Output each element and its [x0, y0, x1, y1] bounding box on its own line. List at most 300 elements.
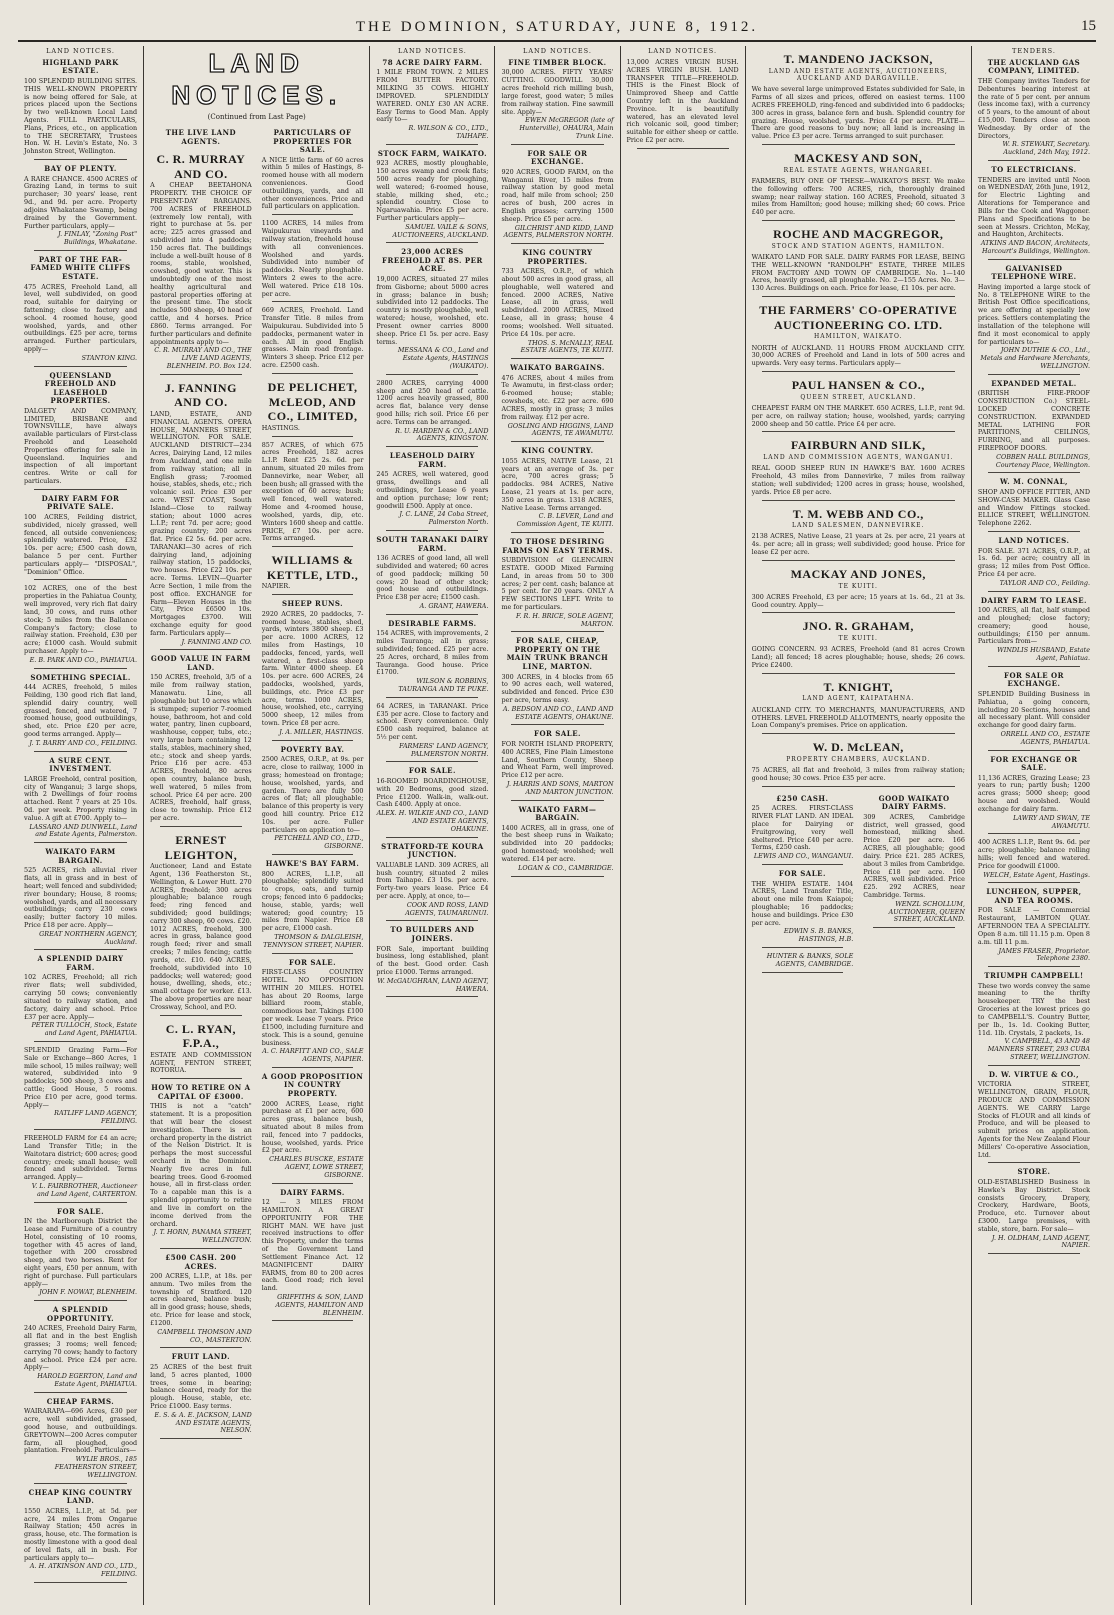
classified-ad: [978, 166, 1090, 260]
subcolumn-right: [863, 792, 965, 978]
ad-signature: EDWIN S. B. BANKS, HASTINGS, H.B.: [783, 927, 854, 944]
classified-ad: [24, 848, 137, 950]
ad-signature: J. H. OLDHAM, LAND AGENT, NAPIER.: [991, 1233, 1090, 1250]
ad-body: 300 ACRES Freehold, £3 per acre; 15 years at 1s. 6d., 21 at 3s. Good country. Apply—: [751, 592, 965, 609]
classified-ad: [752, 870, 854, 948]
ad-title: POVERTY BAY.: [280, 744, 345, 754]
ad-title: £250 CASH.: [776, 793, 829, 803]
divider-rule: [34, 1202, 127, 1203]
ad-title: PARTICULARS OF PROPERTIES FOR SALE.: [273, 127, 352, 155]
ad-signature: LEWIS AND CO., WANGANUI.: [753, 852, 854, 861]
ad-body: SPLENDID Grazing Farm—For Sale or Exchange—860 Acres, 1 mile school, 15 miles railway; well watered, subdivided into 9 paddocks; 500 sheep, 3 cows and cattle; Good House, 5 rooms. Price £10 per acre, good terms. Apply—: [24, 1045, 138, 1109]
column-7-tenders: [971, 46, 1096, 1605]
ad-body: DALGETY AND COMPANY, LIMITED, BRISBANE and TOWNSVILLE, have always available particulars of First-class Freehold and Leasehold Properties offering for sale in Queensland. Inquiries and inspection of all important centres. Write or call for particulars.: [24, 406, 138, 486]
divider-rule: [272, 1067, 354, 1068]
classified-ad: [978, 597, 1090, 667]
ad-body: SHOP AND OFFICE FITTER, AND SHOW-CASE MAKER. Glass Case and Window Fittings stocked. ELLICE STREET, WELLINGTON. Telephone 2262.: [977, 487, 1090, 528]
ad-signature: R. WILSON & CO., LTD., TAIHAPE.: [408, 124, 489, 140]
ad-title: THE LIVE LAND AGENTS.: [165, 127, 237, 146]
ad-signature: WILSON & ROBBINS, TAURANGA AND TE PUKE.: [398, 677, 489, 693]
ad-body: FOR NORTH ISLAND PROPERTY, 400 ACRES, Fine Plain Limestone Land, Southern County, Sheep and Wheat Farm, well improved. Price £12 per acre.: [501, 739, 614, 780]
banner-subtitle: (Continued from Last Page): [207, 113, 306, 122]
classified-ad: [24, 585, 137, 668]
ad-signature: HUNTER & BANKS, SOLE AGENTS, CAMBRIDGE.: [766, 952, 854, 968]
ad-body: 2920 ACRES, 20 paddocks, 7-roomed house, stables, shed, yards, winters 3800 sheep. £3 per acre. 1000 ACRES, 12 miles from Hastings, 10 paddocks, fenced, yards, well watered, a first-class sheep farm. Winter 4000 sheep. £4 10s. per acre. 600 ACRES, 24 paddocks, woolshed, yards, buildings, etc. Price £3 per acre, terms. 1000 ACRES, house, woolshed, etc., carrying 5000 sheep, 12 miles from town. Price £8 per acre.: [261, 609, 364, 728]
ad-body: 2138 ACRES, Native Lease, 21 years at 2s. per acre, 21 years at 4s. per acre; all in grass; well subdivided; good house. Price for lease £2 per acre.: [751, 532, 965, 557]
ad-signature: RATLIFF LAND AGENCY, FEILDING.: [54, 1109, 138, 1126]
ad-body: 13,000 ACRES VIRGIN BUSH. ACRES VIRGIN BUSH. LAND TRANSFER TITLE—FREEHOLD. THIS is the Finest Block of Unimproved Sheep and Cattle Country left in the Auckland Province. It is beautifully watered, has an elevated level rich volcanic soil, good timber; suitable for either sheep or cattle. Price £2 per acre.: [626, 57, 739, 145]
classified-ad: [978, 265, 1090, 375]
ad-signature: J. C. LANE, 24 Coba Street, Palmerston North.: [399, 510, 489, 527]
classified-ad: [752, 567, 965, 614]
divider-rule: [34, 1300, 127, 1301]
section-heading: LAND NOTICES.: [46, 47, 115, 55]
ad-title: 78 ACRE DAIRY FARM.: [382, 57, 483, 67]
ad-title: TRIUMPH CAMPBELL!: [984, 971, 1084, 981]
ad-body: 154 ACRES, with improvements, 2 miles Tauranga; all in grass; subdivided; fenced. £25 per acre. 25 Acres, orchard, 8 miles from Tauranga. Good house. Price £1700.: [376, 629, 489, 677]
classified-ad: [24, 1047, 137, 1130]
ad-body: A RARE CHANCE. 4500 ACRES of Grazing Land, in terms to suit purchaser; 30 years' lease, rent 9d., and 9d. per acre. Property adjoins Whakatane Swamp, being drained by the Government. Further particulars, apply—: [24, 174, 138, 230]
agency-address: LAND AND COMMISSION AGENTS, WANGANUI.: [763, 453, 954, 461]
classified-ad: [501, 150, 613, 244]
column-2-land-notices-banner: [143, 46, 369, 1605]
land-notices-banner: LAND NOTICES.: [171, 48, 343, 110]
classified-ad: [752, 227, 965, 297]
classified-ad: [752, 438, 965, 500]
divider-rule: [160, 1015, 242, 1016]
ad-title: KING COUNTRY.: [521, 446, 594, 456]
agency-address: TE KUITI.: [838, 635, 878, 643]
ad-title: SOMETHING SPECIAL.: [30, 672, 131, 682]
ad-body: 2800 ACRES, carrying 4000 sheep and 250 head of cattle. 1200 acres heavily grassed, 800 acres flat, balance very dense good hills; rich soil. Price £6 per acre. Terms can be arranged.: [376, 378, 489, 426]
ad-signature: CHARLES BUSCKE, ESTATE AGENT, LOWE STREET, GISBORNE.: [269, 1155, 364, 1179]
classified-ad: [262, 307, 364, 374]
ad-body: 2000 ACRES, Lease, right purchase at £1 per acre, 600 acres grass, balance bush, situated about 8 miles from rail, fenced into 7 paddocks, house, woolshed, yards. Price £2 per acre.: [261, 1099, 364, 1155]
ad-title: FOR SALE, CHEAP, PROPERTY ON THE MAIN TRUNK BRANCH LINE, MARTON.: [506, 636, 609, 671]
classified-ad: [752, 740, 965, 787]
ad-title: TO ELECTRICIANS.: [991, 165, 1077, 175]
ad-body: 857 ACRES, of which 675 acres Freehold, 182 acres L.I.P. Rent £25 2s. 6d. per annum, situated 20 miles from Dannevirke, near Weber, all been bush; all grassed with the exception of 60 acres; bush; well fenced, well watered. Home and 4-roomed house, woolshed, yards, dip, etc. Winters 1600 sheep and cattle. PRICE, £7 10s. per acre. Terms arranged.: [261, 440, 364, 543]
classified-ad: [150, 655, 252, 827]
agency-address: TE KUITI.: [838, 582, 878, 590]
divider-rule: [762, 972, 844, 973]
ad-title: CHEAP FARMS.: [46, 1396, 115, 1406]
classified-ad: [752, 52, 965, 145]
classified-ad: [752, 303, 965, 372]
ad-title: FOR SALE.: [533, 729, 581, 739]
agency-name: PAUL HANSEN & CO.,: [791, 377, 925, 392]
ad-title: FOR SALE.: [778, 868, 826, 878]
ad-signature: GOSLING AND HIGGINS, LAND AGENTS, TE AWAMUTU.: [507, 421, 614, 438]
ad-body: TENDERS are invited until Noon on WEDNESDAY, 26th June, 1912, for Electric Lighting and Alterations for Temperance and Bills for the Cook and Waggoner. Plans and Specifications to be seen at Messrs. Crichton, McKay, and Haughton, Architects.: [977, 175, 1090, 239]
divider-rule: [511, 441, 603, 442]
divider-rule: [988, 666, 1080, 667]
divider-rule: [762, 220, 955, 221]
agency-name: T. MANDENO JACKSON,: [783, 52, 933, 66]
classified-ad: [24, 1398, 137, 1484]
ad-signature: V. L. FAIRBROTHER, Auctioneer and Land Agent, CARTERTON.: [31, 1181, 138, 1198]
classified-ad: [262, 1073, 364, 1184]
divider-rule: [160, 649, 242, 650]
divider-rule: [272, 953, 354, 954]
ad-title: DESIRABLE FARMS.: [388, 618, 477, 628]
ad-signature: R. U. HARDEN & CO., LAND AGENTS, KINGSTON.: [395, 426, 489, 443]
divider-rule: [160, 1248, 242, 1249]
ad-signature: STANTON KING.: [81, 353, 138, 362]
ad-body: 1400 ACRES, all in grass, one of the best sheep runs in Waikato; subdivided into 20 paddocks; good homestead; woolshed; well watered. £14 per acre.: [501, 823, 614, 863]
ad-title: W. M. CONNAL,: [999, 477, 1068, 487]
classified-ad: [150, 1254, 252, 1348]
ad-title: DAIRY FARM FOR PRIVATE SALE.: [41, 493, 120, 512]
ad-signature: FARMERS' LAND AGENCY, PALMERSTON NORTH.: [399, 741, 489, 758]
ad-body: THE Company invites Tenders for Debentures bearing interest at the rate of 5 per cent. per annum (less income tax), with a currency of 5 years, to the amount of about £15,000. Tenders close at noon Wednesday. By order of the Directors,: [977, 76, 1090, 140]
ad-signature: THOS. S. McNALLY, REAL ESTATE AGENTS, TE KUITI.: [520, 338, 614, 355]
divider-rule: [762, 144, 955, 145]
ad-title: STOCK FARM, WAIKATO.: [377, 148, 488, 158]
ad-signature: EWEN McGREGOR (late of Hunterville), OHAURA, Main Trunk Line.: [519, 116, 614, 140]
classified-ad: [752, 507, 965, 561]
ad-title: SHEEP RUNS.: [282, 599, 344, 609]
ad-title: LAND NOTICES.: [998, 536, 1070, 546]
classified-ad: [376, 248, 488, 374]
ad-signature: ALEX. H. WILKIE AND CO., LAND AND ESTATE AGENTS, OHAKUNE.: [376, 809, 489, 833]
classified-ad: [24, 955, 137, 1042]
classified-ad: [978, 672, 1090, 751]
ad-signature: WELCH, Estate Agent, Hastings.: [983, 870, 1090, 879]
ad-signature: HAROLD EGERTON, Land and Estate Agent, PAHIATUA.: [37, 1372, 138, 1388]
ad-signature: A. BEDSON AND CO., LAND AND ESTATE AGENTS, OHAKUNE.: [502, 704, 614, 721]
ad-body: A NICE little farm of 60 acres within 5 miles of Hastings, 8-roomed house with all modern conveniences. Good outbuildings, yards, and all other conveniences. Price and full particulars on application.: [261, 155, 364, 211]
divider-rule: [160, 826, 242, 827]
divider-rule: [34, 1392, 127, 1393]
column-5: [620, 46, 745, 1605]
divider-rule: [34, 751, 127, 752]
divider-rule: [988, 966, 1080, 967]
divider-rule: [272, 854, 354, 855]
ad-signature: J. T. BARRY AND CO., FEILDING.: [29, 738, 138, 747]
divider-rule: [34, 579, 127, 580]
divider-rule: [34, 366, 127, 367]
divider-rule: [762, 560, 955, 561]
agency-name: C. R. MURRAY AND CO.: [156, 152, 246, 181]
ad-title: FOR SALE OR EXCHANGE.: [1003, 670, 1064, 689]
ad-body: NAPIER.: [261, 582, 291, 591]
ad-signature: A. C. HARFITT AND CO., SALE AGENTS, NAPIER.: [262, 1047, 364, 1064]
divider-rule: [988, 1065, 1080, 1066]
divider-rule: [272, 594, 354, 595]
divider-rule: [762, 296, 955, 297]
divider-rule: [762, 673, 955, 674]
divider-rule: [160, 1347, 242, 1348]
classified-ad: [24, 495, 137, 581]
divider-rule: [511, 876, 603, 877]
agency-name: J. FANNING AND CO.: [164, 380, 237, 410]
divider-rule: [762, 864, 844, 865]
ad-signature: WENZL SCHOLLUM, AUCTIONEER, QUEEN STREET, AUCKLAND.: [888, 899, 965, 924]
divider-rule: [762, 431, 955, 432]
divider-rule: [272, 373, 354, 374]
divider-rule: [988, 531, 1080, 532]
agency-name: DE PELICHET, McLEOD, AND CO., LIMITED,: [267, 379, 358, 424]
ad-title: A SURE CENT. INVESTMENT.: [49, 755, 112, 774]
agency-address: LAND SALESMEN, DANNEVIRKE.: [792, 522, 925, 530]
classified-ad: [262, 380, 364, 437]
ad-body: 1550 ACRES, L.I.P., at 5d. per acre, 24 miles from Ongarue Railway Station; 450 acres in grass, house, etc. The formation is mostly limestone with a good deal of level flats, all in bush. For particulars apply to—: [24, 1506, 138, 1562]
ad-title: WAIKATO FARM—BARGAIN.: [518, 804, 597, 823]
two-column-subgrid: [752, 792, 965, 978]
classified-ad: [24, 1135, 137, 1203]
ad-signature: W. R. STEWART, Secretary. Auckland, 24th May, 1912.: [1002, 140, 1090, 157]
ad-body: LAND, ESTATE, AND FINANCIAL AGENTS. OPERA HOUSE, MANNERS STREET, WELLINGTON. FOR SALE. AUCKLAND DISTRICT—234 Acres, Dairying Land, 12 miles from Auckland, and one mile from railway station; all in English grass; 7-roomed house, stables, sheds, etc.; rich volcanic soil. Price £30 per acre. WEST COAST, South Island—Close to railway station; about 1000 acres L.I.P.; rent 7d. per acre; good grazing country; 200 acres flat. Price £2 5s. 6d. per acre. TARANAKI—30 acres of rich dairying land, adjoining railway station, 15 paddocks, two houses. Price £22 10s. per acre. Terms. LEVIN—Quarter Acre Section, 1 mile from the post office. EXCHANGE for Farm—Eleven Houses in the City, Price £6500 10s. Mortgages £3700. Will exchange equity for good farm. Particulars apply—: [150, 410, 252, 637]
classified-ad: [376, 926, 488, 997]
ad-title: FRUIT LAND.: [171, 1352, 231, 1362]
divider-rule: [511, 724, 603, 725]
ad-title: GALVANISED TELEPHONE WIRE.: [991, 263, 1077, 282]
column-3: [369, 46, 494, 1605]
divider-rule: [34, 842, 127, 843]
classified-ad: [627, 59, 739, 149]
ad-signature: C. B. LEVER, Land and Commission Agent, TE KUITI.: [516, 512, 614, 529]
classified-ad: [150, 381, 252, 651]
divider-rule: [272, 1183, 354, 1184]
classified-ad: [376, 150, 488, 244]
ad-body: HASTINGS.: [261, 423, 300, 432]
ad-title: A GOOD PROPOSITION IN COUNTRY PROPERTY.: [261, 1071, 364, 1098]
ad-body: 100 ACRES, Feilding district, subdivided, nicely grassed, well fenced, all outside conveniences; splendidly watered. Price, £32 10s. per acre; £500 cash down, balance 5 per cent. Further particulars apply— "DISPOSAL", "Dominion" Office.: [24, 512, 138, 576]
agency-name: T. KNIGHT,: [823, 679, 894, 694]
ad-title: THE AUCKLAND GAS COMPANY, LIMITED.: [987, 57, 1081, 76]
ad-title: TO BUILDERS AND JOINERS.: [390, 925, 475, 943]
divider-rule: [637, 148, 729, 149]
divider-rule: [34, 489, 127, 490]
ad-body: These two words convey the same meaning to the thrifty housekeeper. TRY the best Groceries at the lowest prices go to CAMPBELL'S. Country Butter, per lb., 1s. 1d. Cooking Butter, 11d. 1lb. Crystals, 2 packets, 1s.: [977, 981, 1090, 1037]
ad-body: 102 ACRES, one of the best properties in the Pahiatua County, well improved, very rich flat dairy land, 30 cows, and runs other stock; 5 miles from the Ballance Company's factory; close to railway station. Freehold, £30 per acre; £1000 cash. Would submit purchaser. Apply to—: [24, 584, 138, 655]
divider-rule: [386, 920, 478, 921]
ad-body: Having imported a large stock of No. 8 TELEPHONE WIRE to the British Post Office specifications, we are offering at specially low prices. Settlers contemplating the installation of the telephone will find it most economical to apply for particulars to—: [977, 282, 1090, 346]
ad-title: WAIKATO BARGAINS.: [510, 363, 605, 373]
subcolumn-left: [752, 792, 854, 978]
ad-signature: THOMSON & DALGLEISH, TENNYSON STREET, NAPIER.: [263, 933, 364, 949]
ad-title: D. W. VIRTUE & CO.,: [988, 1069, 1080, 1079]
ad-signature: C. R. MURRAY AND CO., THE LIVE LAND AGENTS, BLENHEIM. P.O. Box 124.: [154, 346, 252, 370]
ad-body: 16-ROOMED BOARDINGHOUSE, with 20 Bedrooms, good sized. Price £1200. Walk-in, walk-out. Cash £400. Apply at once.: [376, 777, 489, 809]
ad-signature: COOK AND ROSS, LAND AGENTS, TAUMARUNUI.: [405, 900, 489, 917]
ad-body: 309 ACRES, Cambridge district, well grassed, good homestead, milking shed. Price £20 per acre. 166 ACRES, all ploughable; good dairy. Price £21. 285 ACRES, about 3 miles from Cambridge. Price £18 per acre. 160 ACRES, well subdivided. Price £25. 292 ACRES, near Cambridge. Terms.: [863, 812, 965, 899]
divider-rule: [988, 1162, 1080, 1163]
ad-body: 733 ACRES, O.R.P., of which about 500 acres in good grass, all ploughable, well watered and fenced. 2000 ACRES, Native Lease, all in grass, well subdivided. 2000 ACRES, Mixed Lease, all in grass; house 4 rooms; woolshed. Well situated. Price £4 10s. per acre.: [501, 267, 614, 338]
divider-rule: [988, 160, 1080, 161]
ad-body: FOR Sale, important building business, long established, plant of the best. Good order. Cash price £1000. Terms arranged.: [376, 944, 489, 976]
divider-rule: [386, 446, 478, 447]
ad-title: GOOD WAIKATO DAIRY FARMS.: [878, 793, 950, 812]
ad-body: LARGE Freehold, central position, city of Wanganui; 3 large shops, with 2 Dwellings of four rooms attached. Rent 7 years at 25 10s. 0d. per week. Property rising in value. A gift at £700. Apply to—: [24, 774, 138, 822]
ad-title: HOW TO RETIRE ON A CAPITAL OF £3000.: [151, 1083, 251, 1101]
ad-body: 136 ACRES of good land, all well subdivided and watered; 60 acres of good paddock; milking 50 cows; 20 head of other stock; good house and outbuildings. Price £38 per acre; £1500 cash.: [376, 554, 489, 602]
section-heading: LAND NOTICES.: [648, 47, 718, 55]
ad-body: 800 ACRES, L.I.P., all ploughable; splendidly suited to crops, oats, and turnip crops; fenced into 6 paddocks; house, stable, yards; well watered; good country; 15 miles from Napier. Price £8 per acre, £1000 cash.: [261, 869, 364, 933]
classified-ad: [752, 619, 965, 673]
ad-body: (BRITISH FIRE-PROOF CONSTRUCTION Co.) STEEL-LOCKED CONCRETE CONSTRUCTION. EXPANDED METAL LATHING FOR PARTITIONS, CEILINGS, FURRING, and all purposes. FIREPROOF DOORS.: [977, 389, 1090, 452]
classified-ad: [501, 447, 613, 533]
ad-body: ESTATE AND COMMISSION AGENT, FENTON STREET, ROTORUA.: [150, 1050, 252, 1075]
ad-body: 102 ACRES, Freehold; all rich river flats; well subdivided, carrying 50 cows; conveniently situated to railway station, and factory, dairy and school. Price £37 per acre. Apply—: [24, 973, 138, 1021]
classified-ad: [24, 674, 137, 752]
divider-rule: [386, 614, 478, 615]
ad-signature: COBBEN HALL BUILDINGS, Courtenay Place, Wellington.: [995, 452, 1090, 469]
ad-title: A SPLENDID DAIRY FARM.: [37, 954, 124, 972]
ad-title: 23,000 ACRES FREEHOLD AT 8S. PER ACRE.: [382, 247, 483, 274]
classified-ad: [262, 220, 364, 302]
ad-title: LUNCHEON, SUPPER, AND TEA ROOMS.: [986, 887, 1082, 905]
ad-body: 525 ACRES, rich alluvial river flats, all in grass and in best of heart; well fenced and subdivided; river boundary; House, 8 rooms; woolshed, yards, and all necessary outbuildings; carry 230 cows easily; butter factory 10 miles. Price £18 per acre. Apply—: [24, 866, 138, 929]
agency-address: LAND AGENT, KAIPATAHNA.: [802, 695, 915, 703]
classified-ad: [262, 600, 364, 741]
divider-rule: [988, 833, 1080, 834]
ad-body: 240 ACRES, Freehold Dairy Farm, all flat and in the best English grasses; 3 rooms; well fenced; carrying 70 cows; handy to factory and school. Price £24 per acre. Apply—: [24, 1324, 138, 1372]
divider-rule: [988, 882, 1080, 883]
ad-body: 1100 ACRES, 14 miles from Waipukurau vineyards and railway station, freehold house with all conveniences. Woolshed and yards. Subdivided into number of paddocks. Nearly ploughable. Winters 2 ewes to the acre. Well watered. Price £18 10s. per acre.: [261, 219, 364, 298]
classified-ad: [262, 442, 364, 548]
ad-body: 444 ACRES, freehold, 5 miles Feilding, 130 good rich flat land, splendid dairy country, well grassed, fenced, and watered, 7 roomed house, good outbuildings, shed, etc. Price £20 per acre, good terms arranged. Apply—: [24, 683, 138, 739]
masthead: [18, 14, 1096, 42]
ad-body: 11,136 ACRES, Grazing Lease; 23 years to run; partly bush; 1200 acres grass; 5000 sheep; good house and woolshed. Would exchange for dairy farm.: [977, 773, 1090, 813]
divider-rule: [386, 996, 478, 997]
ad-title: STORE.: [1017, 1167, 1051, 1177]
ad-signature: J. A. MILLER, HASTINGS.: [279, 727, 364, 736]
ad-title: FOR SALE.: [57, 1206, 105, 1216]
classified-ad: [978, 756, 1090, 835]
ad-title: FOR EXCHANGE OR SALE.: [990, 754, 1078, 773]
ad-body: VICTORIA STREET, WELLINGTON, GRAIN, FLOUR, PRODUCE AND COMMISSION AGENTS. WE CARRY Large Stocks of FLOUR and all kinds of Produce, and will be pleased to submit prices on application. Agents for the New Zealand Flour Millers' Co-operative Association, Ltd.: [977, 1080, 1090, 1159]
divider-rule: [34, 1483, 127, 1484]
ad-body: OLD-ESTABLISHED Business in Hawke's Bay District. Stock consists Grocery, Drapery, Crockery, Hardware, Boots, Produce, etc. Turnover about £3000. Large premises, with stable, store, barn. For sale—: [977, 1177, 1090, 1233]
ad-body: 923 ACRES, mostly ploughable, 150 acres swamp and creek flats; 500 acres ready for ploughing, well watered; 6-roomed house, stable, milking shed, etc.; splendid country. Close to Ngaruawahia. Price £5 per acre. Further particulars apply—: [376, 159, 489, 222]
agency-address: LAND AND ESTATE AGENTS, AUCTIONEERS, AUCKLAND AND DARGAVILLE.: [768, 67, 948, 82]
classified-ad: [978, 478, 1090, 532]
agency-name: MACKESY AND SON,: [794, 150, 923, 165]
ad-title: QUEENSLAND FREEHOLD AND LEASEHOLD PROPERTIES.: [44, 370, 117, 406]
ad-signature: J. FINLAY, "Zoning Post" Buildings, Whakatane.: [58, 230, 138, 247]
ad-signature: A. H. ATKINSON AND CO., LTD., FEILDING.: [29, 1562, 138, 1579]
divider-rule: [34, 159, 127, 160]
ad-title: BAY OF PLENTY.: [44, 164, 117, 174]
classified-ad: [24, 372, 137, 490]
classified-ad: [501, 637, 613, 725]
ad-body: 30,000 ACRES. FIFTY YEARS' CUTTING. GOODWILL 30,000 acres freehold rich milling bush, large forest, good water; 5 miles from railway station. Fine sawmill site. Apply—: [501, 68, 614, 116]
ad-title: A SPLENDID OPPORTUNITY.: [46, 1305, 115, 1323]
divider-rule: [762, 612, 955, 613]
agency-address: QUEEN STREET, AUCKLAND.: [800, 393, 917, 401]
classified-ad: [24, 1306, 137, 1393]
ad-title: HAWKE'S BAY FARM.: [265, 859, 360, 868]
ad-signature: CAMPBELL THOMSON AND CO., MASTERTON.: [157, 1327, 252, 1344]
divider-rule: [34, 250, 127, 251]
section-heading: LAND NOTICES.: [397, 47, 467, 55]
divider-rule: [386, 761, 478, 762]
classified-ad: [501, 538, 613, 632]
ad-body: FOR SALE. 371 ACRES, O.R.P., at 1s. 6d. per acre; country all in grass; 12 miles from Post Office. Price £4 per acre.: [977, 546, 1090, 578]
classified-ad: [863, 795, 965, 928]
classified-ad: [376, 536, 488, 615]
classified-ad: [262, 129, 364, 215]
ad-body: 920 ACRES, GOOD FARM, on the Wanganui River, 15 miles from railway station by good metal road, half mile from school; 250 acres of bush, 200 acres in English grasses; carrying 1500 sheep. Price £5 per acre.: [501, 167, 614, 223]
two-column-subgrid: [150, 126, 363, 1444]
ad-body: SPLENDID Building Business in Pahiatua, a going concern, including 20 Sections, houses and all necessary plant. Will consider exchange for good dairy farm.: [977, 689, 1090, 730]
ad-body: REAL GOOD SHEEP RUN IN HAWKE'S BAY. 1600 ACRES Freehold, 43 miles from Dannevirke, 7 miles from railway station; well subdivided; 1200 acres in grass; house, woolshed, yards. Price £8 per acre.: [751, 464, 965, 496]
page-number: 15: [1081, 18, 1096, 34]
agency-name: FAIRBURN AND SILK,: [791, 438, 926, 453]
divider-rule: [272, 740, 354, 741]
ad-title: LEASEHOLD DAIRY FARM.: [389, 451, 475, 469]
classified-ad: [24, 256, 137, 367]
ad-body: 100 SPLENDID BUILDING SITES. THIS WELL-KNOWN PROPERTY is now being offered for Sale, at prices placed upon the Sections by two well-known Local Land Agents. FULL PARTICULARS, Plans, Prices, etc., on application to THE SECRETARY, Trustees Hon. W. H. Levin's Estate, No. 3 Johnston Street, Wellington.: [24, 76, 138, 156]
divider-rule: [34, 1582, 127, 1583]
ad-signature: TAYLOR AND CO., Feilding.: [999, 578, 1090, 587]
classified-ad: [24, 59, 137, 160]
divider-rule: [988, 259, 1080, 260]
ad-body: WAIRARAPA—696 Acres, £30 per acre, well subdivided, grassed, good house, and outbuildings. GREYTOWN—200 Acres computer farm, all ploughed, good plantation. Freehold. Particulars—: [24, 1407, 138, 1455]
column-1: [18, 46, 143, 1605]
divider-rule: [160, 374, 242, 375]
classified-ad: [150, 129, 252, 375]
divider-rule: [762, 786, 955, 787]
divider-rule: [511, 800, 603, 801]
divider-rule: [34, 949, 127, 950]
ad-signature: LOGAN & CO., CAMBRIDGE.: [518, 863, 614, 872]
ad-title: STRATFORD-TE KOURA JUNCTION.: [381, 841, 484, 860]
ad-title: PART OF THE FAR-FAMED WHITE CLIFFS ESTATE.: [30, 254, 131, 282]
subcolumn-right: [262, 126, 364, 1444]
divider-rule: [386, 837, 478, 838]
classified-ad: [262, 959, 364, 1068]
classified-ad: [752, 953, 854, 973]
ad-signature: JAMES FRASER, Proprietor. Telephone 2380.: [998, 946, 1090, 963]
ad-body: SUBDIVISION of GLENCAIRN ESTATE. GOOD Mixed Farming Land, in areas from 50 to 300 acres; 2 per cent. cash; balance at 5 per cent. for 20 years. ONLY A FEW SECTIONS LEFT. Write to me for particulars.: [501, 556, 614, 611]
divider-rule: [272, 1320, 354, 1321]
ad-signature: E. B. PARK AND CO., PAHIATUA.: [29, 655, 138, 664]
divider-rule: [160, 1438, 242, 1439]
section-heading: TENDERS.: [1012, 47, 1056, 55]
ad-body: 12 — 3 MILES FROM HAMILTON. A GREAT OPPORTUNITY FOR THE RIGHT MAN. WE have just received instructions to offer this Property, under the terms of the Government Land Settlement Finance Act. 12 MAGNIFICENT DAIRY FARMS, from 80 to 200 acres each. Good road; rich level land.: [261, 1198, 364, 1293]
ad-title: SOUTH TARANAKI DAIRY FARM.: [376, 535, 489, 553]
divider-rule: [272, 546, 354, 547]
ad-body: 200 ACRES, L.I.P., at 18s. per annum. Two miles from the township of Stratford. 120 acres cleared, balance bush; all in good grass; house, sheds, etc. Price for lease and stock, £1200.: [150, 1272, 252, 1327]
columns: [18, 46, 1096, 1605]
divider-rule: [34, 668, 127, 669]
ad-body: WAIKATO LAND FOR SALE. DAIRY FARMS FOR LEASE, BEING THE WELL-KNOWN "RANDOLPH" ESTATE, THREE MILES FROM FACTORY AND TOWN OF CAMBRIDGE. No. 1—140 Acres, heavily grassed, all ploughable. No. 2—155 Acres. No. 3—130 Acres. Buildings on each. Price for lease, £1 10s. per acre.: [751, 252, 965, 293]
classified-ad: [501, 249, 613, 359]
ad-body: 19,000 ACRES, situated 27 miles from Gisborne; about 5000 acres in grass; balance in bush; subdivided into 12 paddocks. The country is mostly ploughable, well watered; house, woolshed, etc. Present owner carries 8000 sheep. Price £1 5s. per acre. Easy terms.: [376, 275, 489, 346]
divider-rule: [988, 1253, 1080, 1254]
ad-title: EXPANDED METAL.: [991, 378, 1077, 388]
agency-address: REAL ESTATE AGENTS, WHANGAREI.: [783, 166, 933, 174]
agency-address: HAMILTON, WAIKATO.: [814, 333, 903, 341]
classified-ad: [376, 620, 488, 698]
classified-ad: [376, 843, 488, 922]
agency-name: C. L. RYAN, F.P.A.,: [165, 1021, 237, 1051]
divider-rule: [511, 532, 603, 533]
ad-signature: PETER TULLOCH, Stock, Estate and Land Agent, PAHIATUA.: [31, 1021, 138, 1038]
ad-title: KING COUNTRY PROPERTIES.: [522, 248, 593, 266]
ad-body: 64 ACRES, in TARANAKI. Price £35 per acre. Close to factory and school. Every convenience. Only £500 cash required, balance at 5½ per cent.: [376, 701, 489, 742]
ad-signature: ATKINS AND BACON, Architects, Harcourt's Buildings, Wellington.: [980, 239, 1090, 255]
agency-name: W. D. McLEAN,: [812, 740, 904, 755]
ad-body: IN the Marlborough District the Lease and Furniture of a country Hotel, consisting of 10 rooms, together with 45 acres of land, together with 200 crossbred sheep, and two horses. Rent for eight years, £50 per annum, with right of purchase. Full particulars apply—: [24, 1217, 138, 1288]
divider-rule: [762, 371, 955, 372]
ad-title: WAIKATO FARM BARGAIN.: [45, 847, 116, 865]
ad-signature: W. McGAUGHRAN, LAND AGENT, HAWERA.: [377, 976, 489, 993]
divider-rule: [762, 733, 955, 734]
